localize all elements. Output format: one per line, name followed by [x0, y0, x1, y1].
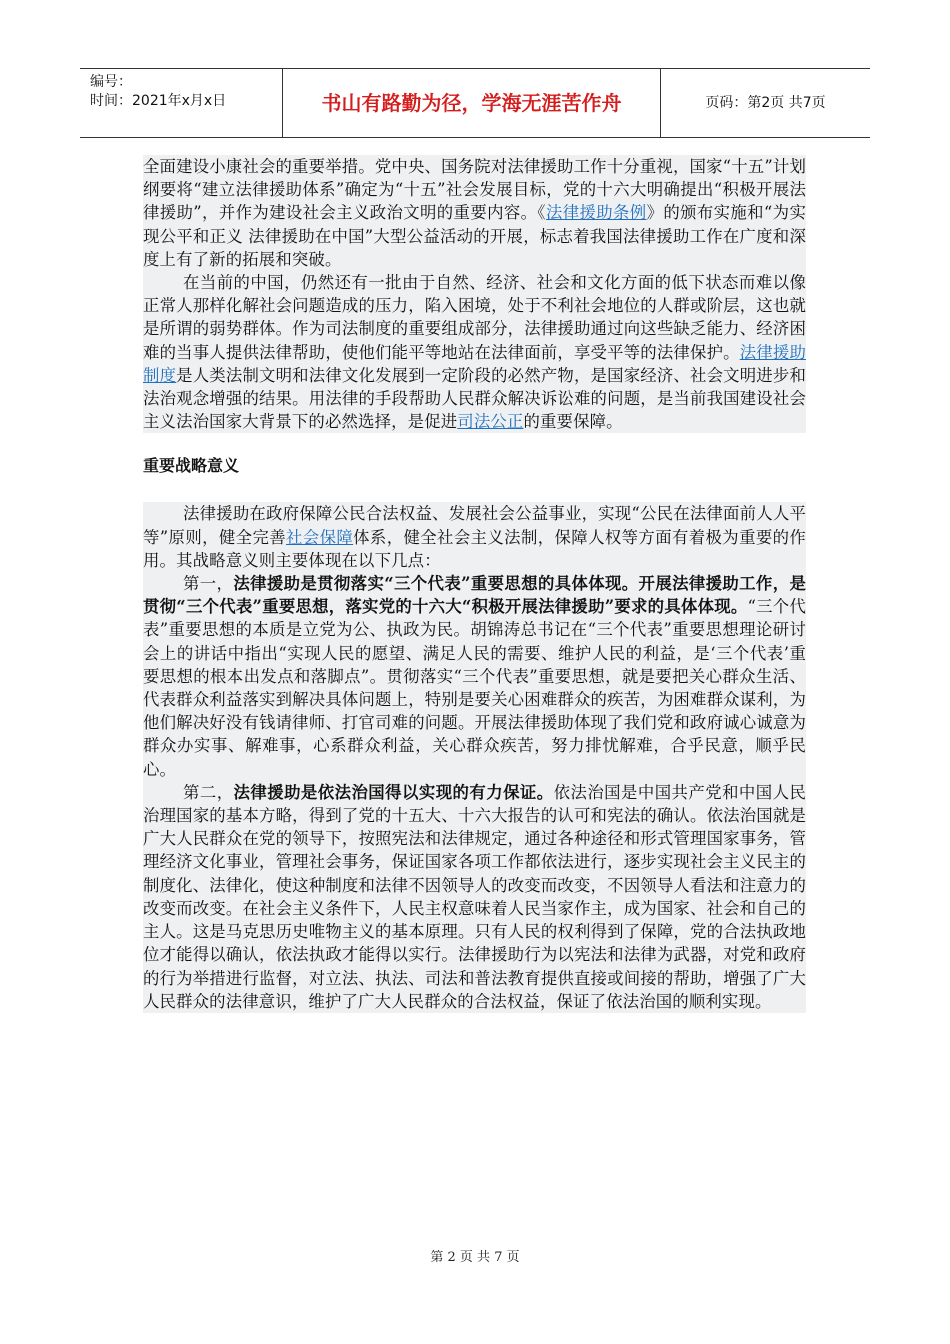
page-footer: 第 2 页 共 7 页 [430, 1250, 520, 1265]
paragraph-text: 》的颁布实施和“为实现公平和正义 法律援助在中国”大型公益活动的开展，标志着我国法律援助工作在广度和深度上有了新的拓展和突破。 [143, 203, 806, 269]
link-judicial-justice[interactable]: 司法公正 [457, 412, 524, 432]
paragraph-5 [143, 781, 806, 1013]
paragraph-text: 依法治国是中国共产党和中国人民治理国家的基本方略，得到了党的十五大、十六大报告的认可和宪法的确认。依法治国就是广大人民群众在党的领导下，按照宪法和法律规定，通过各种途径和形式管理国家事务，管理经济文化事业，管理社会事务，保证国家各项工作都依法进行，逐步实现社会主义民主的制度化、法律化，使这种制度和法律不因领导人的改变而改变，不因领导人看法和注意力的改变而改变。在社会主义条件下，人民主权意味着人民当家作主，成为国家、社会和自己的主人。这是马克思历史唯物主义的基本原理。只有人民的权利得到了保障，党的合法执政地位才能得以确认，依法执政才能得以实行。法律援助行为以宪法和法律为武器，对党和政府的行为举措进行监督，对立法、执法、司法和普法教育提供直接或间接的帮助，增强了广大人民群众的法律意识，维护了广大人民群众的合法权益，保证了依法治国的顺利实现。 [143, 782, 807, 1011]
header-page-info: 页码：第2页 共7页 [705, 95, 826, 111]
paragraph-2 [143, 271, 806, 433]
paragraph-text: 法律援助在政府保障公民合法权益、发展社会公益事业，实现“公民在法律面前人人平等”原则，健全完善 [143, 504, 806, 547]
paragraph-text: “三个代表”重要思想的本质是立党为公、执政为民。胡锦涛总书记在“三个代表”重要思想理论研讨会上的讲话中指出“实现人民的愿望、满足人民的需要、维护人民的利益，是‘三个代表’重要思想的根本出发点和落脚点”。贯彻落实“三个代表”重要思想，就是要把关心群众生活、代表群众利益落实到解决具体问题上，特别是要关心困难群众的疾苦，为困难群众谋利，为他们解决好没有钱请律师、打官司难的问题。开展法律援助体现了我们党和政府诚心诚意为群众办实事、解难事，心系群众利益，关心群众疾苦，努力排忧解难，合乎民意，顺乎民心。 [143, 597, 806, 779]
link-social-security[interactable]: 社会保障 [286, 527, 354, 547]
paragraph-text: 的重要保障。 [523, 412, 623, 432]
paragraph-text: 全面建设小康社会的重要举措。党中央、国务院对法律援助工作十分重视，国家“十五”计划纲要将“建立法律援助体系”确定为“十五”社会发展目标，党的十六大明确提出“积极开展法律援助”，并作为建设社会主义政治文明的重要内容。《 [143, 157, 806, 223]
paragraph-bold-text: 法律援助是依法治国得以实现的有力保证。 [233, 782, 554, 802]
paragraph-4 [143, 572, 806, 781]
document-body [143, 155, 806, 1013]
section-heading: 重要战略意义 [143, 456, 240, 476]
page-header [80, 68, 870, 138]
paragraph-text: 在当前的中国，仍然还有一批由于自然、经济、社会和文化方面的低下状态而难以像正常人那样化解社会问题造成的压力，陷入困境，处于不利社会地位的人群或阶层，这也就是所谓的弱势群体。作为司法制度的重要组成部分，法律援助通过向这些缺乏能力、经济困难的当事人提供法律帮助，使他们能平等地站在法律面前，享受平等的法律保护。 [143, 273, 806, 362]
number-label: 编号： [90, 74, 132, 90]
header-meta [84, 69, 282, 137]
paragraph-1 [143, 155, 806, 271]
paragraph-bold-text: 法律援助是贯彻落实“三个代表”重要思想的具体体现。开展法律援助工作，是贯彻“三个代表”重要思想，落实党的十六大“积极开展法律援助”要求的具体体现。 [143, 574, 807, 617]
paragraph-text: 是人类法制文明和法律文化发展到一定阶段的必然产物，是国家经济、社会文明进步和法治观念增强的结果。用法律的手段帮助人民群众解决诉讼难的问题，是当前我国建设社会主义法治国家大背景下的必然选择，是促进 [143, 365, 806, 432]
link-legal-aid-regulations[interactable]: 法律援助条例 [545, 203, 647, 223]
paragraph-3 [143, 502, 806, 572]
link-legal-aid-system[interactable]: 法律援助制度 [143, 342, 806, 385]
paragraph-text: 第二， [183, 782, 234, 802]
paragraph-text: 体系，健全社会主义法制，保障人权等方面有着极为重要的作用。其战略意义则主要体现在以下几点： [143, 527, 806, 570]
header-motto: 书山有路勤为径，学海无涯苦作舟 [321, 91, 622, 115]
time-label: 时间：2021年x月x日 [90, 93, 227, 109]
paragraph-text: 第一， [183, 574, 234, 594]
